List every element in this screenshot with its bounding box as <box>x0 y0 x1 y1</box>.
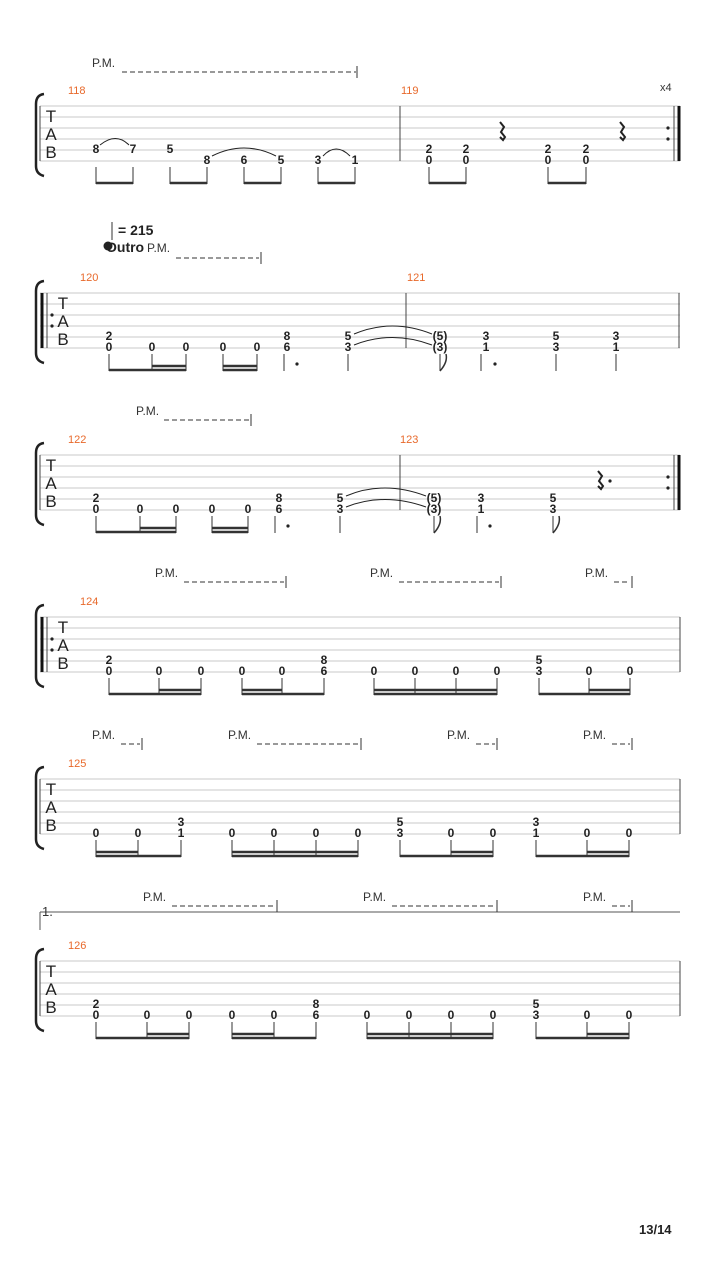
fret-number: 0 <box>625 826 633 840</box>
palm-mute-label: P.M. <box>92 56 116 70</box>
beams <box>109 366 257 370</box>
fret-number: 2 <box>462 142 470 156</box>
fret-number: 0 <box>228 826 236 840</box>
fret-number: (5) <box>432 329 448 343</box>
staff-lines <box>40 617 680 672</box>
tab-letter-t: T <box>57 294 69 313</box>
beams <box>96 1034 629 1038</box>
fret-number: 0 <box>583 826 591 840</box>
fret-number: 6 <box>312 1008 320 1022</box>
tempo-marking: = 215 <box>118 222 154 238</box>
dotted-rhythm <box>286 524 289 527</box>
note-flag <box>440 354 446 371</box>
palm-mute-label: P.M. <box>92 728 116 742</box>
system-6 <box>36 890 680 1039</box>
volta-label: 1. <box>42 904 53 919</box>
fret-number: 2 <box>582 142 590 156</box>
fret-number: 0 <box>585 664 593 678</box>
fret-number: 0 <box>411 664 419 678</box>
measure-number: 123 <box>400 434 419 446</box>
fret-number: 3 <box>552 340 560 354</box>
stems <box>109 354 616 371</box>
fret-number: 2 <box>425 142 433 156</box>
tab-letter-b: B <box>57 330 69 349</box>
palm-mute-label: P.M. <box>583 728 607 742</box>
fret-number: 3 <box>344 340 352 354</box>
fret-number: 3 <box>535 664 543 678</box>
fret-number: 1 <box>612 340 620 354</box>
fret-number: (5) <box>426 491 442 505</box>
system-4 <box>36 566 680 695</box>
fret-number: 1 <box>351 153 359 167</box>
fret-number: 0 <box>278 664 286 678</box>
fret-number: 0 <box>462 153 470 167</box>
fret-number: 0 <box>105 664 113 678</box>
fret-number: 6 <box>275 502 283 516</box>
fret-number: 0 <box>354 826 362 840</box>
fret-number: 2 <box>105 329 113 343</box>
tab-letter-a: A <box>57 636 69 655</box>
tab-letter-a: A <box>57 312 69 331</box>
fret-number: 5 <box>532 997 540 1011</box>
fret-number: 0 <box>136 502 144 516</box>
fret-number: 0 <box>626 664 634 678</box>
measure-number: 121 <box>407 272 426 284</box>
fret-number: 0 <box>425 153 433 167</box>
note-flag <box>553 516 559 533</box>
fret-number: 0 <box>219 340 227 354</box>
stems <box>96 840 629 857</box>
fret-number: 0 <box>452 664 460 678</box>
fret-number: 0 <box>148 340 156 354</box>
palm-mute-label: P.M. <box>447 728 471 742</box>
fret-number: 0 <box>270 1008 278 1022</box>
palm-mute-label: P.M. <box>155 566 179 580</box>
tab-letter-b: B <box>45 143 57 162</box>
fret-number: 0 <box>185 1008 193 1022</box>
fret-number: 0 <box>405 1008 413 1022</box>
system-5 <box>36 728 680 857</box>
fret-number: 3 <box>532 815 540 829</box>
fret-number: 2 <box>92 491 100 505</box>
tab-letter-b: B <box>45 998 57 1017</box>
fret-number: 8 <box>312 997 320 1011</box>
dotted-rhythm <box>493 362 496 365</box>
fret-number: 5 <box>336 491 344 505</box>
palm-mute-label: P.M. <box>136 404 160 418</box>
fret-number: 0 <box>625 1008 633 1022</box>
measure-number: 118 <box>68 85 86 97</box>
fret-number: 3 <box>477 491 485 505</box>
fret-number: 0 <box>143 1008 151 1022</box>
fret-number: 5 <box>277 153 285 167</box>
repeat-dot <box>666 486 669 489</box>
fret-number: 3 <box>177 815 185 829</box>
rest <box>598 471 603 489</box>
fret-number: 0 <box>447 1008 455 1022</box>
tab-letter-t: T <box>45 107 57 126</box>
fret-number: 0 <box>92 502 100 516</box>
beams <box>109 690 630 694</box>
stems <box>96 1022 629 1039</box>
section-marker: Outro <box>106 239 145 255</box>
repeat-dot <box>666 137 669 140</box>
fret-number: 0 <box>582 153 590 167</box>
fret-number: 0 <box>134 826 142 840</box>
fret-number: 0 <box>208 502 216 516</box>
staff-lines <box>40 293 680 348</box>
fret-number: 3 <box>396 826 404 840</box>
tab-letter-a: A <box>45 474 57 493</box>
repeat-dot <box>666 126 669 129</box>
fret-number: (3) <box>426 502 442 516</box>
fret-number: (3) <box>432 340 448 354</box>
dotted-rhythm <box>608 479 611 482</box>
fret-number: 2 <box>544 142 552 156</box>
fret-number: 8 <box>283 329 291 343</box>
rest <box>620 122 625 140</box>
fret-number: 0 <box>544 153 552 167</box>
repeat-dot <box>50 324 53 327</box>
system-3 <box>36 404 680 533</box>
fret-number: 8 <box>275 491 283 505</box>
palm-mute-label: P.M. <box>585 566 609 580</box>
fret-number: 8 <box>320 653 328 667</box>
measure-number: 122 <box>68 434 87 446</box>
fret-number: 0 <box>583 1008 591 1022</box>
stems <box>96 516 553 533</box>
measure-number: 126 <box>68 940 87 952</box>
repeat-dot <box>50 637 53 640</box>
fret-number: 3 <box>314 153 322 167</box>
fret-number: 0 <box>447 826 455 840</box>
tie <box>354 338 432 346</box>
fret-number: 0 <box>363 1008 371 1022</box>
fret-number: 6 <box>283 340 291 354</box>
beams <box>96 852 629 856</box>
fret-number: 0 <box>92 826 100 840</box>
fret-number: 0 <box>244 502 252 516</box>
measure-number: 120 <box>80 272 99 284</box>
tab-letter-b: B <box>57 654 69 673</box>
fret-number: 1 <box>532 826 540 840</box>
fret-number: 0 <box>155 664 163 678</box>
fret-number: 0 <box>92 1008 100 1022</box>
tie <box>346 488 426 496</box>
tab-letter-t: T <box>45 962 57 981</box>
fret-number: 2 <box>105 653 113 667</box>
fret-number: 0 <box>105 340 113 354</box>
tab-letter-t: T <box>45 780 57 799</box>
dotted-rhythm <box>295 362 298 365</box>
repeat-dot <box>666 475 669 478</box>
stems <box>96 167 586 184</box>
repeat-count: x4 <box>660 82 672 94</box>
fret-number: 3 <box>336 502 344 516</box>
palm-mute-label: P.M. <box>143 890 167 904</box>
fret-number: 3 <box>549 502 557 516</box>
fret-number: 0 <box>182 340 190 354</box>
fret-number: 7 <box>129 142 137 156</box>
tab-letter-b: B <box>45 492 57 511</box>
beams <box>96 528 248 532</box>
fret-number: 8 <box>92 142 100 156</box>
system-2 <box>36 222 680 371</box>
fret-number: 0 <box>253 340 261 354</box>
measure-number: 119 <box>401 85 419 97</box>
fret-number: 5 <box>166 142 174 156</box>
fret-number: 3 <box>482 329 490 343</box>
fret-number: 0 <box>270 826 278 840</box>
fret-number: 2 <box>92 997 100 1011</box>
repeat-dot <box>50 313 53 316</box>
tab-letter-a: A <box>45 798 57 817</box>
fret-number: 1 <box>477 502 485 516</box>
palm-mute-label: P.M. <box>370 566 394 580</box>
fret-number: 5 <box>344 329 352 343</box>
fret-number: 5 <box>396 815 404 829</box>
fret-number: 0 <box>493 664 501 678</box>
fret-number: 0 <box>172 502 180 516</box>
rest <box>500 122 505 140</box>
tab-letter-a: A <box>45 980 57 999</box>
fret-number: 3 <box>532 1008 540 1022</box>
system-1 <box>36 56 680 184</box>
fret-number: 1 <box>482 340 490 354</box>
fret-number: 1 <box>177 826 185 840</box>
fret-number: 8 <box>203 153 211 167</box>
palm-mute-label: P.M. <box>583 890 607 904</box>
stems <box>109 678 630 695</box>
fret-number: 0 <box>489 826 497 840</box>
fret-number: 0 <box>370 664 378 678</box>
page-number: 13/14 <box>639 1222 672 1237</box>
palm-mute-label: P.M. <box>228 728 252 742</box>
fret-number: 0 <box>228 1008 236 1022</box>
palm-mute-label: P.M. <box>363 890 387 904</box>
tab-letter-t: T <box>57 618 69 637</box>
tab-letter-t: T <box>45 456 57 475</box>
dotted-rhythm <box>488 524 491 527</box>
tab-letter-a: A <box>45 125 57 144</box>
fret-number: 0 <box>197 664 205 678</box>
fret-number: 0 <box>489 1008 497 1022</box>
fret-number: 6 <box>240 153 248 167</box>
palm-mute-label: P.M. <box>147 241 171 255</box>
tie <box>354 326 432 334</box>
measure-number: 124 <box>80 596 99 608</box>
fret-number: 5 <box>552 329 560 343</box>
measure-number: 125 <box>68 758 87 770</box>
tab-letter-b: B <box>45 816 57 835</box>
fret-number: 6 <box>320 664 328 678</box>
fret-number: 3 <box>612 329 620 343</box>
fret-number: 0 <box>238 664 246 678</box>
fret-number: 5 <box>549 491 557 505</box>
note-flag <box>434 516 440 533</box>
tie <box>346 500 426 508</box>
fret-number: 5 <box>535 653 543 667</box>
fret-number: 0 <box>312 826 320 840</box>
repeat-dot <box>50 648 53 651</box>
